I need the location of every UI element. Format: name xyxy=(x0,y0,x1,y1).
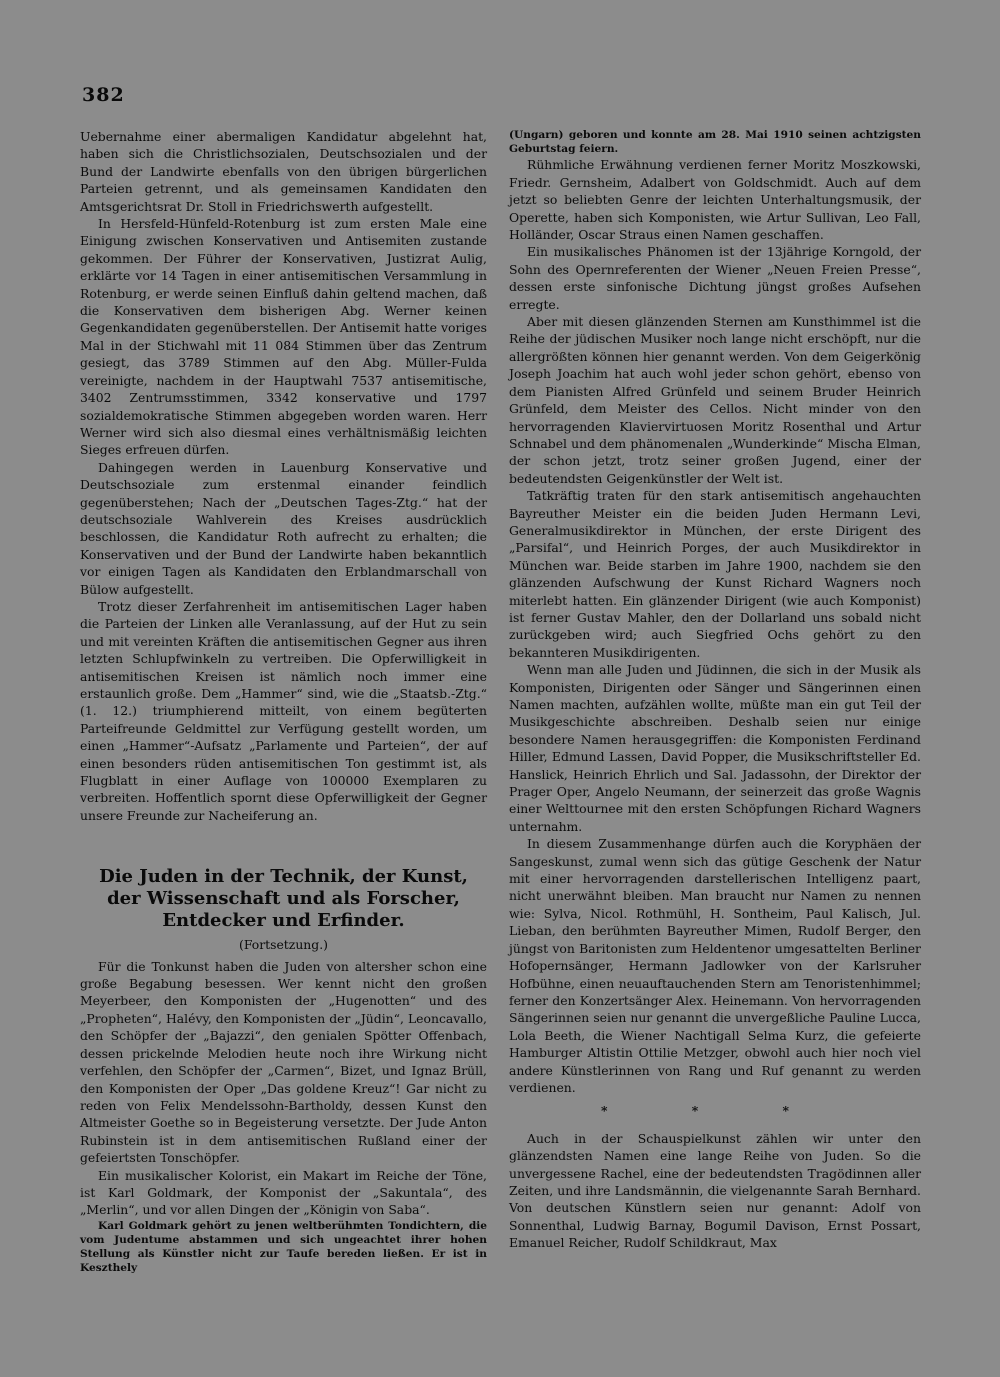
article-headline: Die Juden in der Technik, der Kunst, der Wissenschaft und als Forscher, Entdecker und Erfinder. xyxy=(99,866,468,932)
paragraph: Für die Tonkunst haben die Juden von altersher schon eine große Begabung besessen. Wer kennt nicht den großen Meyerbeer, den Komponisten der „Hugenotten“ und des „Propheten“, Halévy, den Komponisten der „Jüdin“, Leoncavallo, den Schöpfer der „Bajazzi“, den genialen Spötter Offenbach, dessen prickelnde Melodien heute noch ihre Wirkung nicht verfehlen, den Schöpfer der „Carmen“, Bizet, und Ignaz Brüll, den Komponisten der Oper „Das goldene Kreuz“! Gar nicht zu reden von Felix Mendelssohn-Bartholdy, dessen Kunst den Altmeister Goethe so in Begeisterung versetzte. Der Jude Anton Rubinstein ist in dem antisemitischen Rußland einer der gefeiertsten Tonschöpfer. xyxy=(80,958,487,1166)
paragraph: Ein musikalisches Phänomen ist der 13jährige Korngold, der Sohn des Opernreferenten der Wiener „Neuen Freien Presse“, dessen erste sinfonische Dichtung jüngst großes Aufsehen erregte. xyxy=(509,244,921,312)
right-column xyxy=(509,128,921,1252)
paragraph: Wenn man alle Juden und Jüdinnen, die sich in der Musik als Komponisten, Dirigenten oder Sänger und Sängerinnen einen Namen machten, aufzählen wollte, müßte man ein gut Teil der Musikgeschichte abschreiben. Deshalb seien nur einige besondere Namen herausgegriffen: die Komponisten Ferdinand Hiller, Edmund Lassen, David Popper, die Musikschriftsteller Ed. Hanslick, Heinrich Ehrlich und Sal. Jadassohn, der Direktor der Prager Oper, Angelo Neumann, der seinerzeit das große Wagnis einer Welttournee mit den ersten Schöpfungen Richard Wagners unternahm. xyxy=(509,662,921,834)
paragraph: Auch in der Schauspielkunst zählen wir unter den glänzendsten Namen eine lange Reihe von Juden. So die unvergessene Rachel, eine der bedeutendsten Tragödinnen aller Zeiten, und ihre Landsmännin, die vielgenannte Sarah Bernhard. Von deutschen Künstlern seien nur genannt: Adolf von Sonnenthal, Ludwig Barnay, Bogumil Davison, Ernst Possart, Emanuel Reicher, Rudolf Schildkraut, Max xyxy=(509,1130,921,1251)
paragraph: Dahingegen werden in Lauenburg Konservative und Deutschsoziale zum erstenmal einander feindlich gegenüberstehen; Nach der „Deutschen Tages-Ztg.“ hat der deutschsoziale Wahlverein des Kreises ausdrücklich beschlossen, die Kandidatur Roth aufrecht zu erhalten; die Konservativen und der Bund der Landwirte haben bekanntlich vor einigen Tagen als Kandidaten den Erblandmarschall von Bülow aufgestellt. xyxy=(80,459,487,597)
page-number: 382 xyxy=(82,84,125,106)
paragraph: Trotz dieser Zerfahrenheit im antisemitischen Lager haben die Parteien der Linken alle Veranlassung, auf der Hut zu sein und mit vereinten Kräften die antisemitischen Gegner aus ihren letzten Schlupfwinkeln zu vertreiben. Die Opferwilligkeit in antisemitischen Kreisen ist nämlich noch immer eine erstaunlich große. Dem „Hammer“ sind, wie die „Staatsb.-Ztg.“ (1. 12.) triumphierend mitteilt, von einem begüterten Parteifreunde Geldmittel zur Verfügung gestellt worden, um einen „Hammer“-Aufsatz „Parlamente und Parteien“, der auf einen besonders rüden antisemitischen Ton gestimmt ist, als Flugblatt in einer Auflage von 100000 Exemplaren zu verbreiten. Hoffentlich spornt diese Opferwilligkeit der Gegner unsere Freunde zur Nacheiferung an. xyxy=(80,598,487,823)
paragraph: Ein musikalischer Kolorist, ein Makart im Reiche der Töne, ist Karl Goldmark, der Komponist der „Sakuntala“, des „Merlin“, und vor allen Dingen der „Königin von Saba“. xyxy=(80,1167,487,1218)
paragraph: Tatkräftig traten für den stark antisemitisch angehauchten Bayreuther Meister ein die beiden Juden Hermann Levi, Generalmusikdirektor in München, der erste Dirigent des „Parsifal“, und Heinrich Porges, der auch Musikdirektor in München war. Beide starben im Jahre 1900, nachdem sie den glänzenden Aufschwung der Kunst Richard Wagners noch miterlebt hatten. Ein glänzender Dirigent (wie auch Komponist) ist ferner Gustav Mahler, den der Dollarland uns sobald nicht zurückgeben wird; auch Siegfried Ochs gehört zu den bekannteren Musikdirigenten. xyxy=(509,488,921,660)
paragraph: Uebernahme einer abermaligen Kandidatur abgelehnt hat, haben sich die Christlichsozialen, Deutschsozialen und der Bund der Landwirte ebenfalls von den übrigen bürgerlichen Parteien getrennt, und als gemeinsamen Kandidaten den Amtsgerichtsrat Dr. Stoll in Friedrichswerth aufgestellt. xyxy=(80,129,487,214)
paragraph: In Hersfeld-Hünfeld-Rotenburg ist zum ersten Male eine Einigung zwischen Konservativen und Antisemiten zustande gekommen. Der Führer der Konservativen, Justizrat Aulig, erklärte vor 14 Tagen in einer antisemitischen Versammlung in Rotenburg, er werde seinen Einfluß dahin geltend machen, daß die Konservativen dem bisherigen Abg. Werner keinen Gegenkandidaten gegenüberstellen. Der Antisemit hatte voriges Mal in der Stichwahl mit 11 084 Stimmen über das Zentrum gesiegt, das 3789 Stimmen auf den Abg. Müller-Fulda vereinigte, nachdem in der Hauptwahl 7537 antisemitische, 3402 Zentrumsstimmen, 3342 konservative und 1797 sozialdemokratische Stimmen abgegeben worden waren. Herr Werner wird sich also diesmal eines verhältnismäßig leichten Sieges erfreuen dürfen. xyxy=(80,216,487,458)
continuation-note: (Fortsetzung.) xyxy=(239,937,328,953)
footnote-continued: (Ungarn) geboren und konnte am 28. Mai 1910 seinen achtzigsten Geburtstag feiern. xyxy=(509,129,921,156)
footnote: Karl Goldmark gehört zu jenen weltberühmten Tondichtern, die vom Judentume abstammen und sich ungeachtet ihrer hohen Stellung als Künstler nicht zur Taufe bereden ließen. Er ist in Keszthely xyxy=(80,1219,487,1275)
paragraph: Rühmliche Erwähnung verdienen ferner Moritz Moszkowski, Friedr. Gernsheim, Adalbert von Goldschmidt. Auch auf dem jetzt so beliebten Genre der leichten Unterhaltungsmusik, der Operette, haben sich Komponisten, wie Artur Sullivan, Leo Fall, Holländer, Oscar Straus einen Namen geschaffen. xyxy=(509,157,921,243)
section-separator: * * * xyxy=(600,1103,830,1119)
left-column xyxy=(80,128,487,1276)
paragraph: In diesem Zusammenhange dürfen auch die Koryphäen der Sangeskunst, zumal wenn sich das gütige Geschenk der Natur mit einer hervorragenden darstellerischen Intelligenz paart, nicht unerwähnt bleiben. Man braucht nur Namen zu nennen wie: Sylva, Nicol. Rothmühl, H. Sontheim, Paul Kalisch, Jul. Lieban, den berühmten Bayreuther Mimen, Rudolf Berger, den jüngst von Baritonisten zum Heldentenor umgesattelten Berliner Hofopernsänger, Hermann Jadlowker von der Karlsruher Hofbühne, einen neuauftauchenden Stern am Tenoristenhimmel; ferner den Konzertsänger Alex. Heinemann. Von hervorragenden Sängerinnen seien nur genannt die unvergeßliche Pauline Lucca, Lola Beeth, die Wiener Nachtigall Selma Kurz, die gefeierte Hamburger Altistin Ottilie Metzger, obwohl auch hier noch viel andere Künstlerinnen von Rang und Ruf genannt zu werden verdienen. xyxy=(509,836,921,1095)
paragraph: Aber mit diesen glänzenden Sternen am Kunsthimmel ist die Reihe der jüdischen Musiker noch lange nicht erschöpft, nur die allergrößten können hier genannt werden. Von dem Geigerkönig Joseph Joachim hat auch wohl jeder schon gehört, ebenso von dem Pianisten Alfred Grünfeld und seinem Bruder Heinrich Grünfeld, dem Meister des Cellos. Nicht minder von den hervorragenden Klaviervirtuosen Moritz Rosenthal und Artur Schnabel und dem phänomenalen „Wunderkinde“ Mischa Elman, der schon jetzt, trotz seiner großen Jugend, einer der bedeutendsten Geigenkünstler der Welt ist. xyxy=(509,314,921,486)
